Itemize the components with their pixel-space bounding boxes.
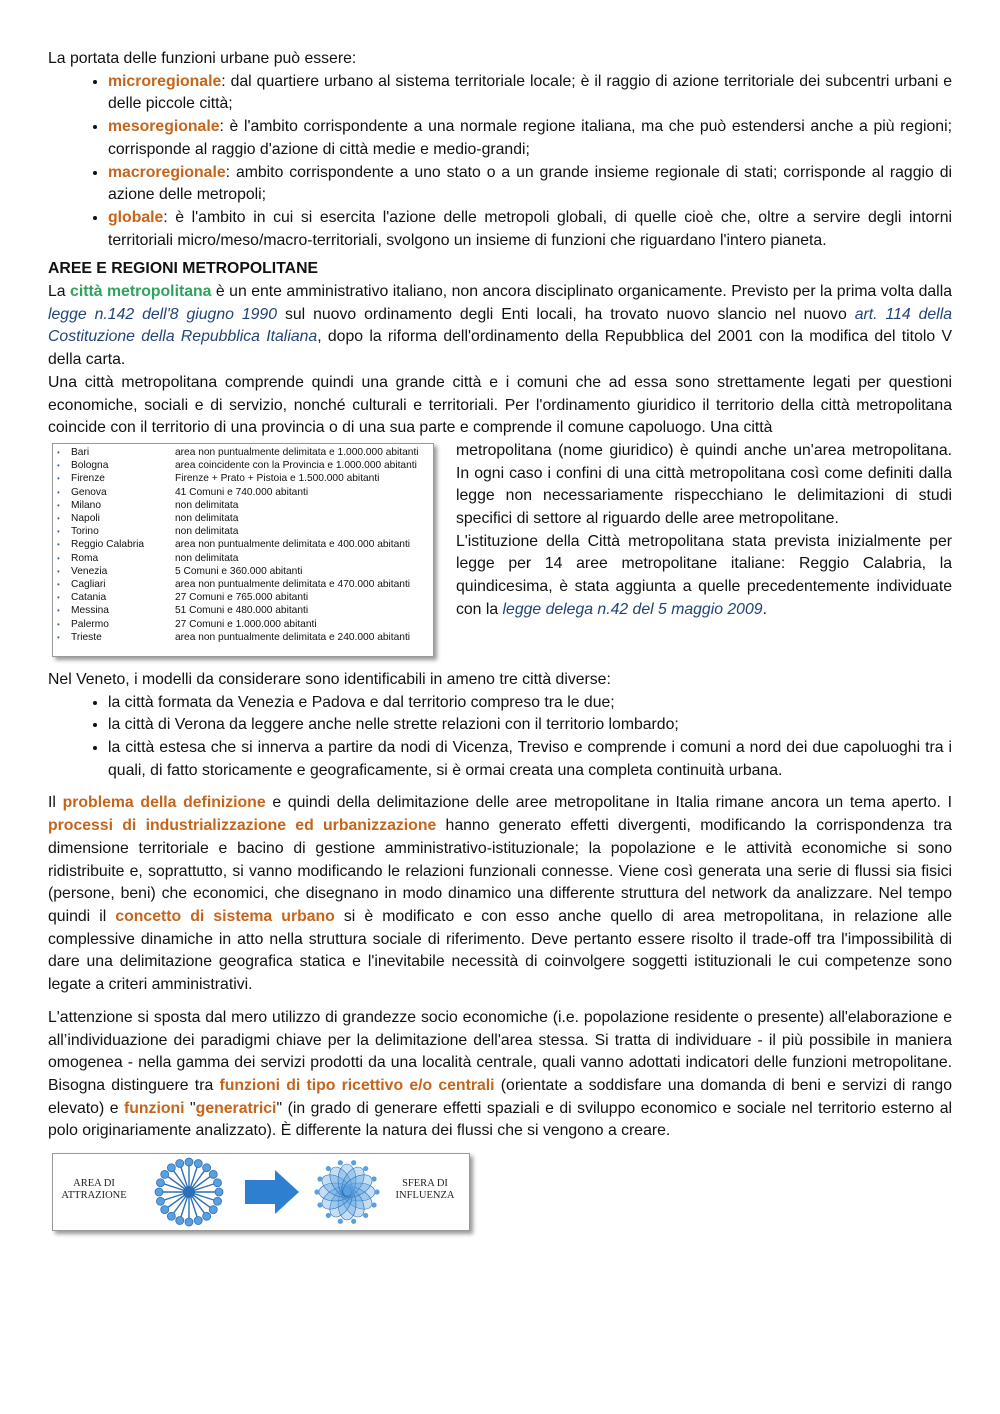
law-delega-link[interactable]: legge delega n.42 del 5 maggio 2009 (502, 600, 763, 618)
text-run: L'istituzione della Città metropolitana stata prevista inizialmente per legge per 14 aree metropolitane italiane: Reggio Calabria, la quindicesima, è stata aggiunta a quelle precedentemente individuate con la (456, 532, 952, 618)
spoke-node (167, 1164, 175, 1172)
city-name-cell: Cagliari (71, 578, 106, 590)
bullet-icon: • (57, 593, 60, 603)
spoke-node (194, 1159, 202, 1167)
bullet-icon: • (57, 579, 60, 589)
sphere-node (326, 1166, 331, 1171)
sphere-node (317, 1202, 322, 1207)
spoke-node (161, 1206, 169, 1214)
list-item: • la città estesa che si innerva a partire da nodi di Vicenza, Treviso e comprende i comuni a nord dei due capoluoghi tra i quali, di fatto storicamente e geograficamente, si è ormai creata una completa continuità urbana. (108, 737, 952, 782)
city-desc-cell: non delimitata (175, 512, 239, 524)
text-run: Il (48, 794, 63, 812)
sphere-node (317, 1176, 322, 1181)
city-name-cell: Firenze (71, 473, 105, 485)
spoke-node (155, 1188, 163, 1196)
text-run: . (762, 600, 767, 618)
table-row (55, 631, 421, 644)
city-name-cell: Catania (71, 592, 107, 604)
text-run: La (48, 283, 71, 301)
law-reference-link[interactable]: legge n.142 dell'8 giugno 1990 (48, 305, 277, 323)
bullet-icon: • (57, 606, 60, 616)
table-row (55, 578, 421, 591)
text-run: (in grado di generare effetti spaziali e di sviluppo economico e sociale nel territorio esterno al polo originariamente analizzato). È differente la natura dei flussi che si vengono a creare. (48, 1099, 953, 1140)
spoke-node (214, 1179, 222, 1187)
city-desc-cell: Firenze + Prato + Pistoia e 1.500.000 abitanti (175, 473, 380, 485)
term-highlight: funzioni di tipo ricettivo e/o centrali (219, 1076, 495, 1094)
term-highlight: problema della definizione (62, 794, 266, 812)
city-name-cell: Genova (71, 486, 107, 498)
spoke-node (203, 1164, 211, 1172)
text-run: sul nuovo ordinamento degli Enti locali, ha trovato nuovo slancio nel nuovo (277, 305, 855, 323)
city-desc-cell: area non puntualmente delimitata e 240.000 abitanti (175, 631, 411, 643)
city-name-cell: Torino (71, 526, 99, 538)
sphere-node (338, 1160, 343, 1165)
spoke-node (156, 1179, 164, 1187)
city-desc-cell: 27 Comuni e 1.000.000 abitanti (175, 618, 317, 630)
city-desc-cell: non delimitata (175, 552, 239, 564)
text-run: (orientate a soddisfare una domanda di beni e servizi di rango elevato) e (48, 1076, 953, 1117)
paragraph-continuation: metropolitana (nome giuridico) è quindi anche un'area metropolitana. In ogni caso i confini di una città metropolitana così come definiti dalla legge non necessariamente rispecchiano le delimitazioni di studi specifici di settore al riguardo delle aree metropolitane. (456, 441, 952, 528)
text-run: , dopo la riforma dell'ordinamento della Repubblica del 2001 con la modifica del titolo V della carta. (48, 328, 952, 369)
bullet-icon: • (57, 619, 60, 629)
city-desc-cell: area non puntualmente delimitata e 1.000.000 abitanti (175, 446, 419, 458)
constitution-reference-link[interactable]: art. 114 della Costituzione della Repubblica Italiana (48, 305, 952, 346)
spoke-node (209, 1206, 217, 1214)
term-highlight: funzioni (124, 1099, 185, 1117)
list-item-text: : ambito corrispondente a uno stato o a un grande insieme regionale di stati; corrisponde al raggio di azione delle metropoli; (108, 163, 952, 204)
sphere-node (371, 1176, 376, 1181)
text-run: " (276, 1099, 283, 1117)
paragraph-attenzione (48, 1007, 952, 1143)
bullet-icon: • (57, 447, 60, 457)
bullet-icon: • (57, 474, 60, 484)
figure-label-line: SFERA DI (402, 1178, 448, 1190)
sphere-node (314, 1189, 319, 1194)
table-row (55, 499, 421, 512)
city-desc-cell: 27 Comuni e 765.000 abitanti (175, 592, 309, 604)
text-run: è un ente amministrativo italiano, non ancora disciplinato organicamente. Previsto per la prima volta dalla (211, 283, 952, 301)
veneto-list (48, 692, 952, 783)
bullet-icon: • (57, 632, 60, 642)
sphere-node (326, 1213, 331, 1218)
table-row (55, 446, 421, 459)
text-run: L'attenzione si sposta dal mero utilizzo di grandezze socio economiche (i.e. popolazione residente o presente) all'elaborazione e all’individuazione dei paradigmi chiave per la delimitazione dell'area stessa. Si tratta di individuare - il più possibile in maniera omogenea - nella gamma dei servizi prodotti da una località centrale, quali vanno adottati indicatori delle funzioni metropolitane. Bisogna distinguere tra (48, 1008, 952, 1094)
sphere-node (351, 1219, 356, 1224)
figure-label-line: ATTRAZIONE (61, 1190, 127, 1202)
city-name-cell: Palermo (71, 618, 109, 630)
scales-list (48, 71, 952, 253)
table-row (55, 604, 421, 617)
city-name-cell: Reggio Calabria (71, 539, 145, 551)
attraction-area-icon (155, 1158, 223, 1226)
term-highlight: concetto di sistema urbano (115, 907, 335, 925)
cities-table (55, 446, 421, 644)
spoke-node (214, 1197, 222, 1205)
city-desc-cell: non delimitata (175, 499, 239, 511)
table-row (55, 552, 421, 565)
list-item: • la città di Verona da leggere anche nelle strette relazioni con il territorio lombardo; (108, 714, 952, 737)
table-row (55, 591, 421, 604)
term-highlight: microregionale (108, 72, 222, 90)
list-item-text: : è l'ambito in cui si esercita l'azione delle metropoli globali, di quelle cioè che, oltre a servire degli intorni territoriali micro/meso/macro-territoriali, svolgono un insieme di funzioni che riguardano l'intero pianeta. (108, 208, 952, 249)
text-run: si è modificato e con esso anche quello di area metropolitana, in relazione alle complessive dinamiche in atto nella struttura sociale di riferimento. Deve pertanto essere risolto il trade-off tra l'impossibilità di dare una delimitazione geografica statica e l'inevitabile necessità di coinvolgere soggetti istituzionali le cui competenze sono legate a criteri amministrativi. (48, 907, 952, 994)
spoke-node (167, 1212, 175, 1220)
text-run: " (184, 1099, 196, 1117)
city-desc-cell: area non puntualmente delimitata e 470.000 abitanti (175, 578, 411, 590)
city-name-cell: Milano (71, 499, 102, 511)
document-page (48, 48, 952, 1231)
arrow-right-icon (245, 1170, 299, 1214)
sphere-node (351, 1160, 356, 1165)
spoke-node (209, 1170, 217, 1178)
city-desc-cell: 5 Comuni e 360.000 abitanti (175, 565, 303, 577)
sphere-node (338, 1219, 343, 1224)
bullet-icon: • (57, 500, 60, 510)
spoke-node (176, 1159, 184, 1167)
term-citta-metropolitana: città metropolitana (70, 283, 212, 301)
list-item-text: : dal quartiere urbano al sistema territoriale locale; è il raggio di azione territoriale dei subcentri urbani e delle piccole città; (108, 72, 952, 113)
spoke-node (185, 1158, 193, 1166)
bullet-icon: • (57, 513, 60, 523)
paragraph-citta-metropolitana (48, 281, 952, 372)
city-name-cell: Messina (71, 605, 109, 617)
spoke-node (176, 1217, 184, 1225)
section-heading: AREE E REGIONI METROPOLITANE (48, 260, 319, 278)
bullet-icon: • (57, 553, 60, 563)
spoke-node (194, 1217, 202, 1225)
city-desc-cell: area coincidente con la Provincia e 1.000.000 abitanti (175, 460, 417, 472)
cities-table-image (52, 443, 434, 657)
hub-node (183, 1186, 195, 1198)
city-name-cell: Bari (71, 446, 90, 458)
text-run: Una città metropolitana comprende quindi una grande città e i comuni che ad essa sono strettamente legati per questioni economiche, sociali e di servizio, nonché culturali e territoriali. Per l'ordinamento giuridico il territorio della città metropolitana coincide con il territorio di una provincia o di una sua parte e comprende il comune capoluogo. Una città (48, 373, 952, 437)
city-name-cell: Venezia (71, 565, 108, 577)
table-row (55, 525, 421, 538)
bullet-icon: • (57, 566, 60, 576)
term-highlight: generatrici (195, 1099, 277, 1117)
text-run: e quindi della delimitazione delle aree metropolitane in Italia rimane ancora un tema aperto. I (265, 794, 952, 812)
term-highlight: processi di industrializzazione ed urbanizzazione (48, 817, 437, 835)
intro-text: La portata delle funzioni urbane può essere: (48, 50, 357, 67)
bullet-icon: • (57, 461, 60, 471)
table-row (55, 512, 421, 525)
term-highlight: macroregionale (108, 163, 226, 181)
list-item (108, 162, 952, 207)
list-item (108, 116, 952, 161)
table-row (55, 565, 421, 578)
influence-sphere-icon (314, 1160, 379, 1224)
bullet-icon: • (57, 540, 60, 550)
table-row (55, 472, 421, 485)
list-item: • la città formata da Venezia e Padova e dal territorio compreso tra le due; (108, 692, 952, 715)
term-highlight: mesoregionale (108, 118, 220, 136)
city-desc-cell: 41 Comuni e 740.000 abitanti (175, 486, 309, 498)
term-highlight: globale (108, 208, 164, 226)
city-desc-cell: 51 Comuni e 480.000 abitanti (175, 605, 309, 617)
spoke-node (156, 1197, 164, 1205)
paragraph-problema (48, 792, 952, 996)
figure-label-line: INFLUENZA (395, 1190, 455, 1202)
table-row (55, 486, 421, 499)
city-desc-cell: non delimitata (175, 526, 239, 538)
city-desc-cell: area non puntualmente delimitata e 400.000 abitanti (175, 539, 411, 551)
sphere-node (371, 1202, 376, 1207)
bullet-icon: • (57, 487, 60, 497)
city-name-cell: Trieste (71, 631, 102, 643)
spoke-node (185, 1218, 193, 1226)
sphere-node (363, 1166, 368, 1171)
paragraph-definition (48, 372, 952, 440)
sphere-node (363, 1213, 368, 1218)
text-run: hanno generato effetti divergenti, modificando la corrispondenza tra dimensione territoriale e bacino di gestione amministrativo-istituzionale; la popolazione e le attività economiche si sono ridistribuite e, soprattutto, si vanno modificando le relazioni funzionali connesse. Viene così generata una serie di flussi sia fisici (persone, beni) che economici, che disegnano in modo dinamico una differente struttura del network da analizzare. Nel tempo quindi il (48, 817, 952, 925)
city-name-cell: Bologna (71, 460, 109, 472)
city-name-cell: Napoli (71, 512, 100, 524)
list-item (108, 71, 952, 116)
float-section (48, 440, 952, 663)
table-row (55, 538, 421, 551)
attraction-influence-figure (52, 1153, 470, 1231)
spoke-node (203, 1212, 211, 1220)
spoke-node (215, 1188, 223, 1196)
table-row (55, 618, 421, 631)
table-row (55, 459, 421, 472)
figure-right-label (387, 1178, 463, 1202)
spoke-node (161, 1170, 169, 1178)
list-item-text: : è l'ambito corrispondente a una normale regione italiana, ma che può estendersi anche a più regioni; corrisponde al raggio d'azione di città medie e medio-grandi; (108, 118, 952, 158)
figure-label-line: AREA DI (73, 1178, 115, 1190)
bullet-icon: • (57, 527, 60, 537)
sphere-node (374, 1189, 379, 1194)
veneto-intro: Nel Veneto, i modelli da considerare sono identificabili in ameno tre città diverse: (48, 670, 611, 688)
city-name-cell: Roma (71, 552, 99, 564)
list-item (108, 207, 952, 252)
